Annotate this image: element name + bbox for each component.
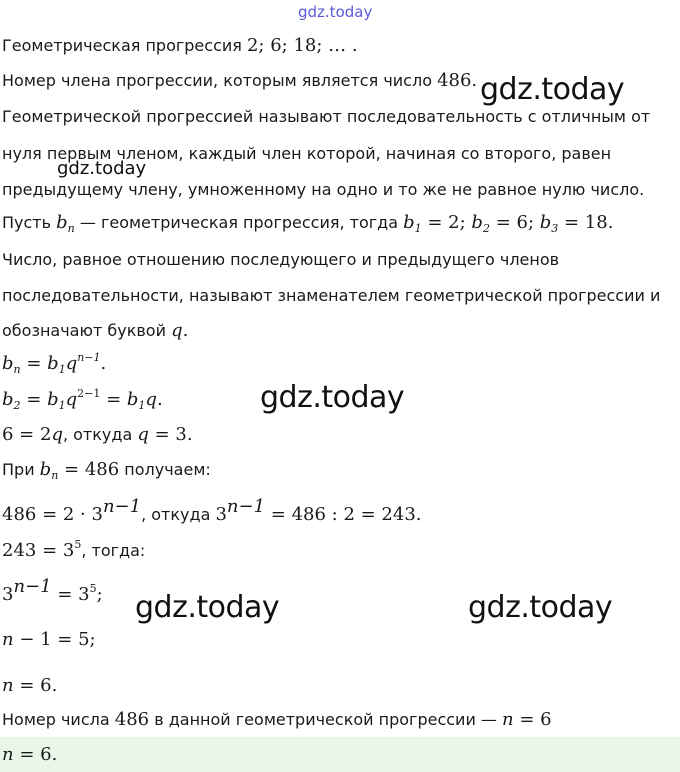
ratio-line-1: Число, равное отношению последующего и предыдущего членов bbox=[2, 250, 560, 269]
watermark-top: gdz.today bbox=[298, 3, 373, 21]
formula-486: $486 = 2 \cdot 3^{n-1}$, откуда $3^{n-1} = 486$ : 2 = 243. bbox=[2, 496, 422, 525]
formula-bn: $b_n = b_1q^{n-1}$. bbox=[2, 351, 107, 376]
sequence: 2; 6; 18; … . bbox=[246, 35, 358, 56]
value: = 6; bbox=[495, 212, 540, 233]
definition-line-3: предыдущему члену, умноженному на одно и то же не равное нулю число. bbox=[2, 180, 645, 199]
line-let: Пусть $b_n$ — геометрическая прогрессия, тогда $b_1 = 2$; $b_2 = 6$; $b_3 = 18$. bbox=[2, 212, 614, 235]
formula-power: $3^{n-1} = 3^5$; bbox=[2, 576, 103, 605]
formula-q: 6 = 2q, откуда q = 3. bbox=[2, 424, 193, 445]
watermark-4: gdz.today bbox=[135, 590, 280, 625]
watermark-2: gdz.today bbox=[57, 158, 147, 179]
line-question bbox=[2, 71, 477, 91]
number-486: 486. bbox=[437, 70, 478, 91]
formula-243: $243 = 3^5$, тогда: bbox=[2, 538, 146, 561]
ratio-line-3: обозначают буквой q. bbox=[2, 320, 189, 341]
text: Номер члена прогрессии, которым является число bbox=[2, 71, 438, 90]
formula-n: n = 6. bbox=[2, 675, 58, 696]
line-progression bbox=[2, 36, 358, 56]
answer-block bbox=[0, 737, 680, 772]
definition-line-1: Геометрической прогрессией называют последовательность с отличным от bbox=[2, 107, 651, 126]
text: — геометрическая прогрессия, тогда bbox=[74, 213, 404, 232]
answer: n = 6. bbox=[2, 744, 58, 765]
var-q: q bbox=[171, 320, 183, 341]
watermark-3: gdz.today bbox=[260, 380, 405, 415]
watermark-5: gdz.today bbox=[468, 590, 613, 625]
value: = 2; bbox=[427, 212, 472, 233]
formula-b2: $b_2 = b_1q^{2-1} = b_1q$. bbox=[2, 387, 163, 412]
text: обозначают буквой bbox=[2, 321, 172, 340]
formula-n-minus-1: n − 1 = 5; bbox=[2, 629, 96, 650]
value: = 18. bbox=[564, 212, 614, 233]
ratio-line-2: последовательности, называют знаменателем геометрической прогрессии и bbox=[2, 286, 661, 305]
definition-line-2: нуля первым членом, каждый член которой, начиная со второго, равен bbox=[2, 144, 612, 163]
text: Пусть bbox=[2, 213, 57, 232]
line-conclusion: Номер числа 486 в данной геометрической прогрессии — n = 6 bbox=[2, 709, 552, 730]
text: Геометрическая прогрессия bbox=[2, 36, 247, 55]
watermark-1: gdz.today bbox=[480, 72, 625, 107]
line-when: При $b_n = 486$ получаем: bbox=[2, 459, 211, 482]
